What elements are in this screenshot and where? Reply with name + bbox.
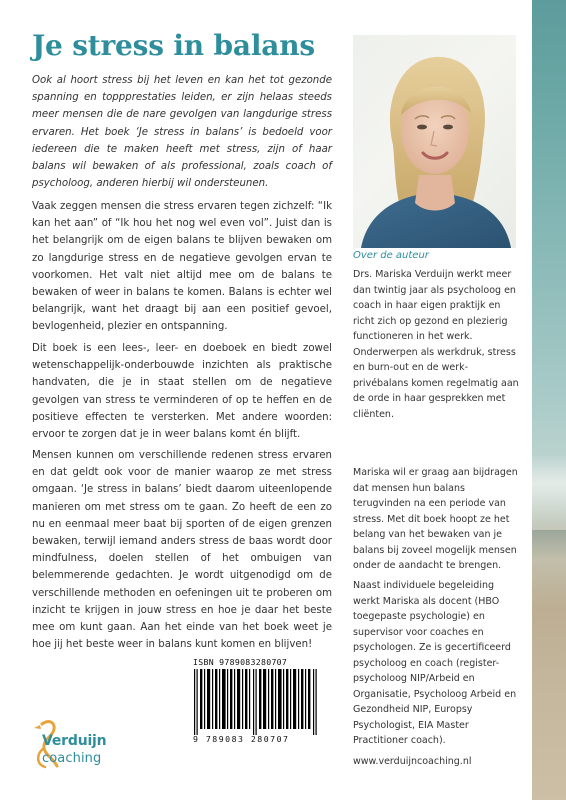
body-paragraph-3: Mensen kunnen om verschillende redenen stress ervaren en dat geldt ook voor de manier waarop ze met stress omgaan. ‘Je stress in balans’ biedt daarom uiteenlopende manieren om met stress om te gaan. Zo heeft de een zo nu en eenmaal meer baat bij sporten of de eigen grenzen bewaken, terwijl iemand anders stress de baas wordt door mindfulness, doelen stellen of het ombuigen van belemmerende gedachten. Je wordt uitgenodigd om de verschillende methoden en oefeningen uit te proberen om inzicht te krijgen in jouw stress en hoe je daar het beste mee om kunt gaan. Aan het einde van het boek weet je hoe jij het beste weer in balans kunt komen en blijven! bbox=[32, 450, 332, 651]
author-heading: Over de auteur bbox=[353, 250, 429, 261]
website-url: www.verduijncoaching.nl bbox=[353, 756, 472, 767]
spine-wave bbox=[532, 530, 566, 558]
barcode-bars bbox=[190, 669, 324, 735]
book-title: Je stress in balans bbox=[32, 29, 315, 62]
author-paragraph-3: Naast individuele begeleiding werkt Mariska als docent (HBO toegepaste psychologie) en supervisor voor coaches en psychologen. Ze is gecertificeerd psycholoog en coach (register-psycholoog NIP/Arbeid en Organisatie, Psycholoog Arbeid en Gezondheid NIP, Europsy Psychologist, EIA Master Practitioner coach). bbox=[353, 580, 517, 746]
isbn-text: ISBN 9789083280707 bbox=[193, 657, 288, 667]
logo-name: Verduijn bbox=[42, 733, 107, 749]
spine-sea-image bbox=[532, 0, 566, 800]
logo-subtitle: coaching bbox=[42, 751, 102, 766]
isbn-barcode bbox=[190, 657, 324, 747]
author-paragraph-2: Mariska wil er graag aan bijdragen dat mensen hun balans terugvinden na een periode van stress. Met dit boek hoopt ze het belang van het bewaken van je balans bij zoveel mogelijk mensen onder de aandacht te brengen. bbox=[353, 467, 518, 571]
spine-surf bbox=[532, 455, 566, 525]
author-photo bbox=[353, 35, 516, 248]
barcode-digits: 9 789083 280707 bbox=[193, 734, 290, 744]
author-paragraph-1: Drs. Mariska Verduijn werkt meer dan twintig jaar als psycholoog en coach in haar eigen praktijk en richt zich op gezond en plezierig functioneren in het werk. Onderwerpen als werkdruk, stress en burn-out en de werk-privébalans komen regelmatig aan de orde in haar gesprekken met cliënten. bbox=[353, 269, 519, 420]
body-paragraph-1: Vaak zeggen mensen die stress ervaren tegen zichzelf: “Ik kan het aan” of “Ik hou het nog wel even vol”. Juist dan is het belangrijk om de eigen balans te blijven bewaken om zo langdurige stress en de negatieve gevolgen ervan te voorkomen. Het valt niet altijd mee om de balans te bewaken of weer in balans te komen. Balans is echter wel belangrijk, want het draagt bij aan een positief gevoel, bevlogenheid, plezier en ontspanning. bbox=[32, 201, 332, 333]
body-paragraph-2: Dit boek is een lees-, leer- en doeboek en biedt zowel wetenschappelijk-onderbouwde inzichten als praktische handvaten, die je in staat stellen om de negatieve gevolgen van stress te verminderen of op te heffen en de positieve effecten te versterken. Met andere woorden: ervoor te zorgen dat je in weer balans komt én blijft. bbox=[32, 343, 332, 441]
intro-paragraph: Ook al hoort stress bij het leven en kan het tot gezonde spanning en toppprestaties leiden, er zijn helaas steeds meer mensen die de nare gevolgen van langdurige stress ervaren. Het boek ‘Je stress in balans’ is bedoeld voor iedereen die te maken heeft met stress, zijn of haar balans wil bewaken of als professional, zoals coach of psycholoog, anderen hierbij wil ondersteunen. bbox=[32, 75, 332, 190]
